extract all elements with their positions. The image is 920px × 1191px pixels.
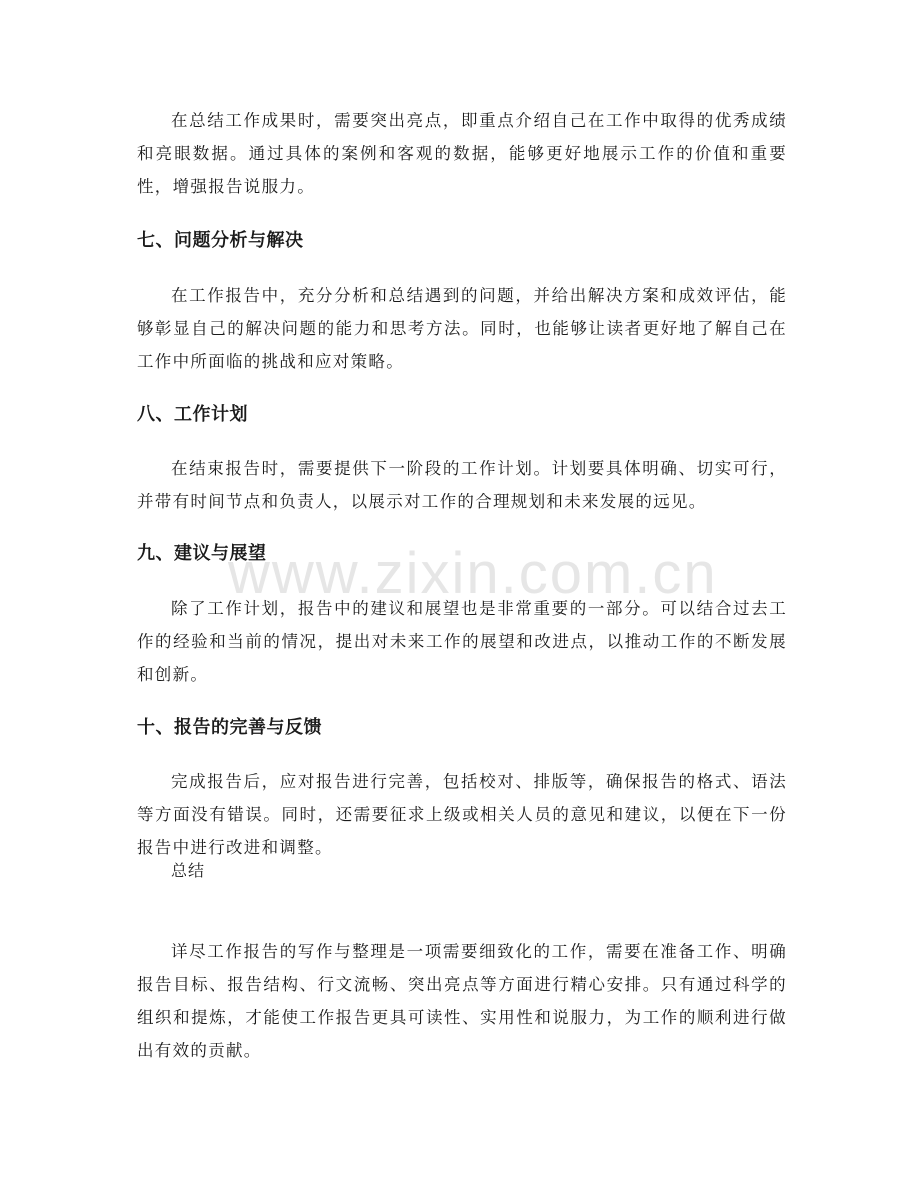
section-body-7: 在工作报告中，充分分析和总结遇到的问题，并给出解决方案和成效评估，能够彰显自己的解决问题的能力和思考方法。同时，也能够让读者更好地了解自己在工作中所面临的挑战和应对策略。 [137, 286, 787, 371]
section-body-10: 完成报告后，应对报告进行完善，包括校对、排版等，确保报告的格式、语法等方面没有错误。同时，还需要征求上级或相关人员的意见和建议，以便在下一份报告中进行改进和调整。 [137, 772, 787, 857]
section-body-8: 在结束报告时，需要提供下一阶段的工作计划。计划要具体明确、切实可行，并带有时间节点和负责人，以展示对工作的合理规划和未来发展的远见。 [137, 459, 787, 511]
summary-body: 详尽工作报告的写作与整理是一项需要细致化的工作，需要在准备工作、明确报告目标、报告结构、行文流畅、突出亮点等方面进行精心安排。只有通过科学的组织和提炼，才能使工作报告更具可读性、实用性和说服力，为工作的顺利进行做出有效的贡献。 [137, 942, 787, 1060]
watermark: www.zixin.com.cn [228, 541, 718, 606]
section-body-9: 除了工作计划，报告中的建议和展望也是非常重要的一部分。可以结合过去工作的经验和当前的情况，提出对未来工作的展望和改进点，以推动工作的不断发展和创新。 [137, 599, 787, 684]
section-heading-10: 十、报告的完善与反馈 [137, 717, 322, 738]
summary-label: 总结 [171, 861, 206, 880]
section-heading-8: 八、工作计划 [137, 404, 248, 425]
section-heading-7: 七、问题分析与解决 [137, 230, 304, 251]
section-heading-9: 九、建议与展望 [137, 543, 267, 564]
intro-paragraph: 在总结工作成果时，需要突出亮点，即重点介绍自己在工作中取得的优秀成绩和亮眼数据。通过具体的案例和客观的数据，能够更好地展示工作的价值和重要性，增强报告说服力。 [137, 111, 787, 196]
